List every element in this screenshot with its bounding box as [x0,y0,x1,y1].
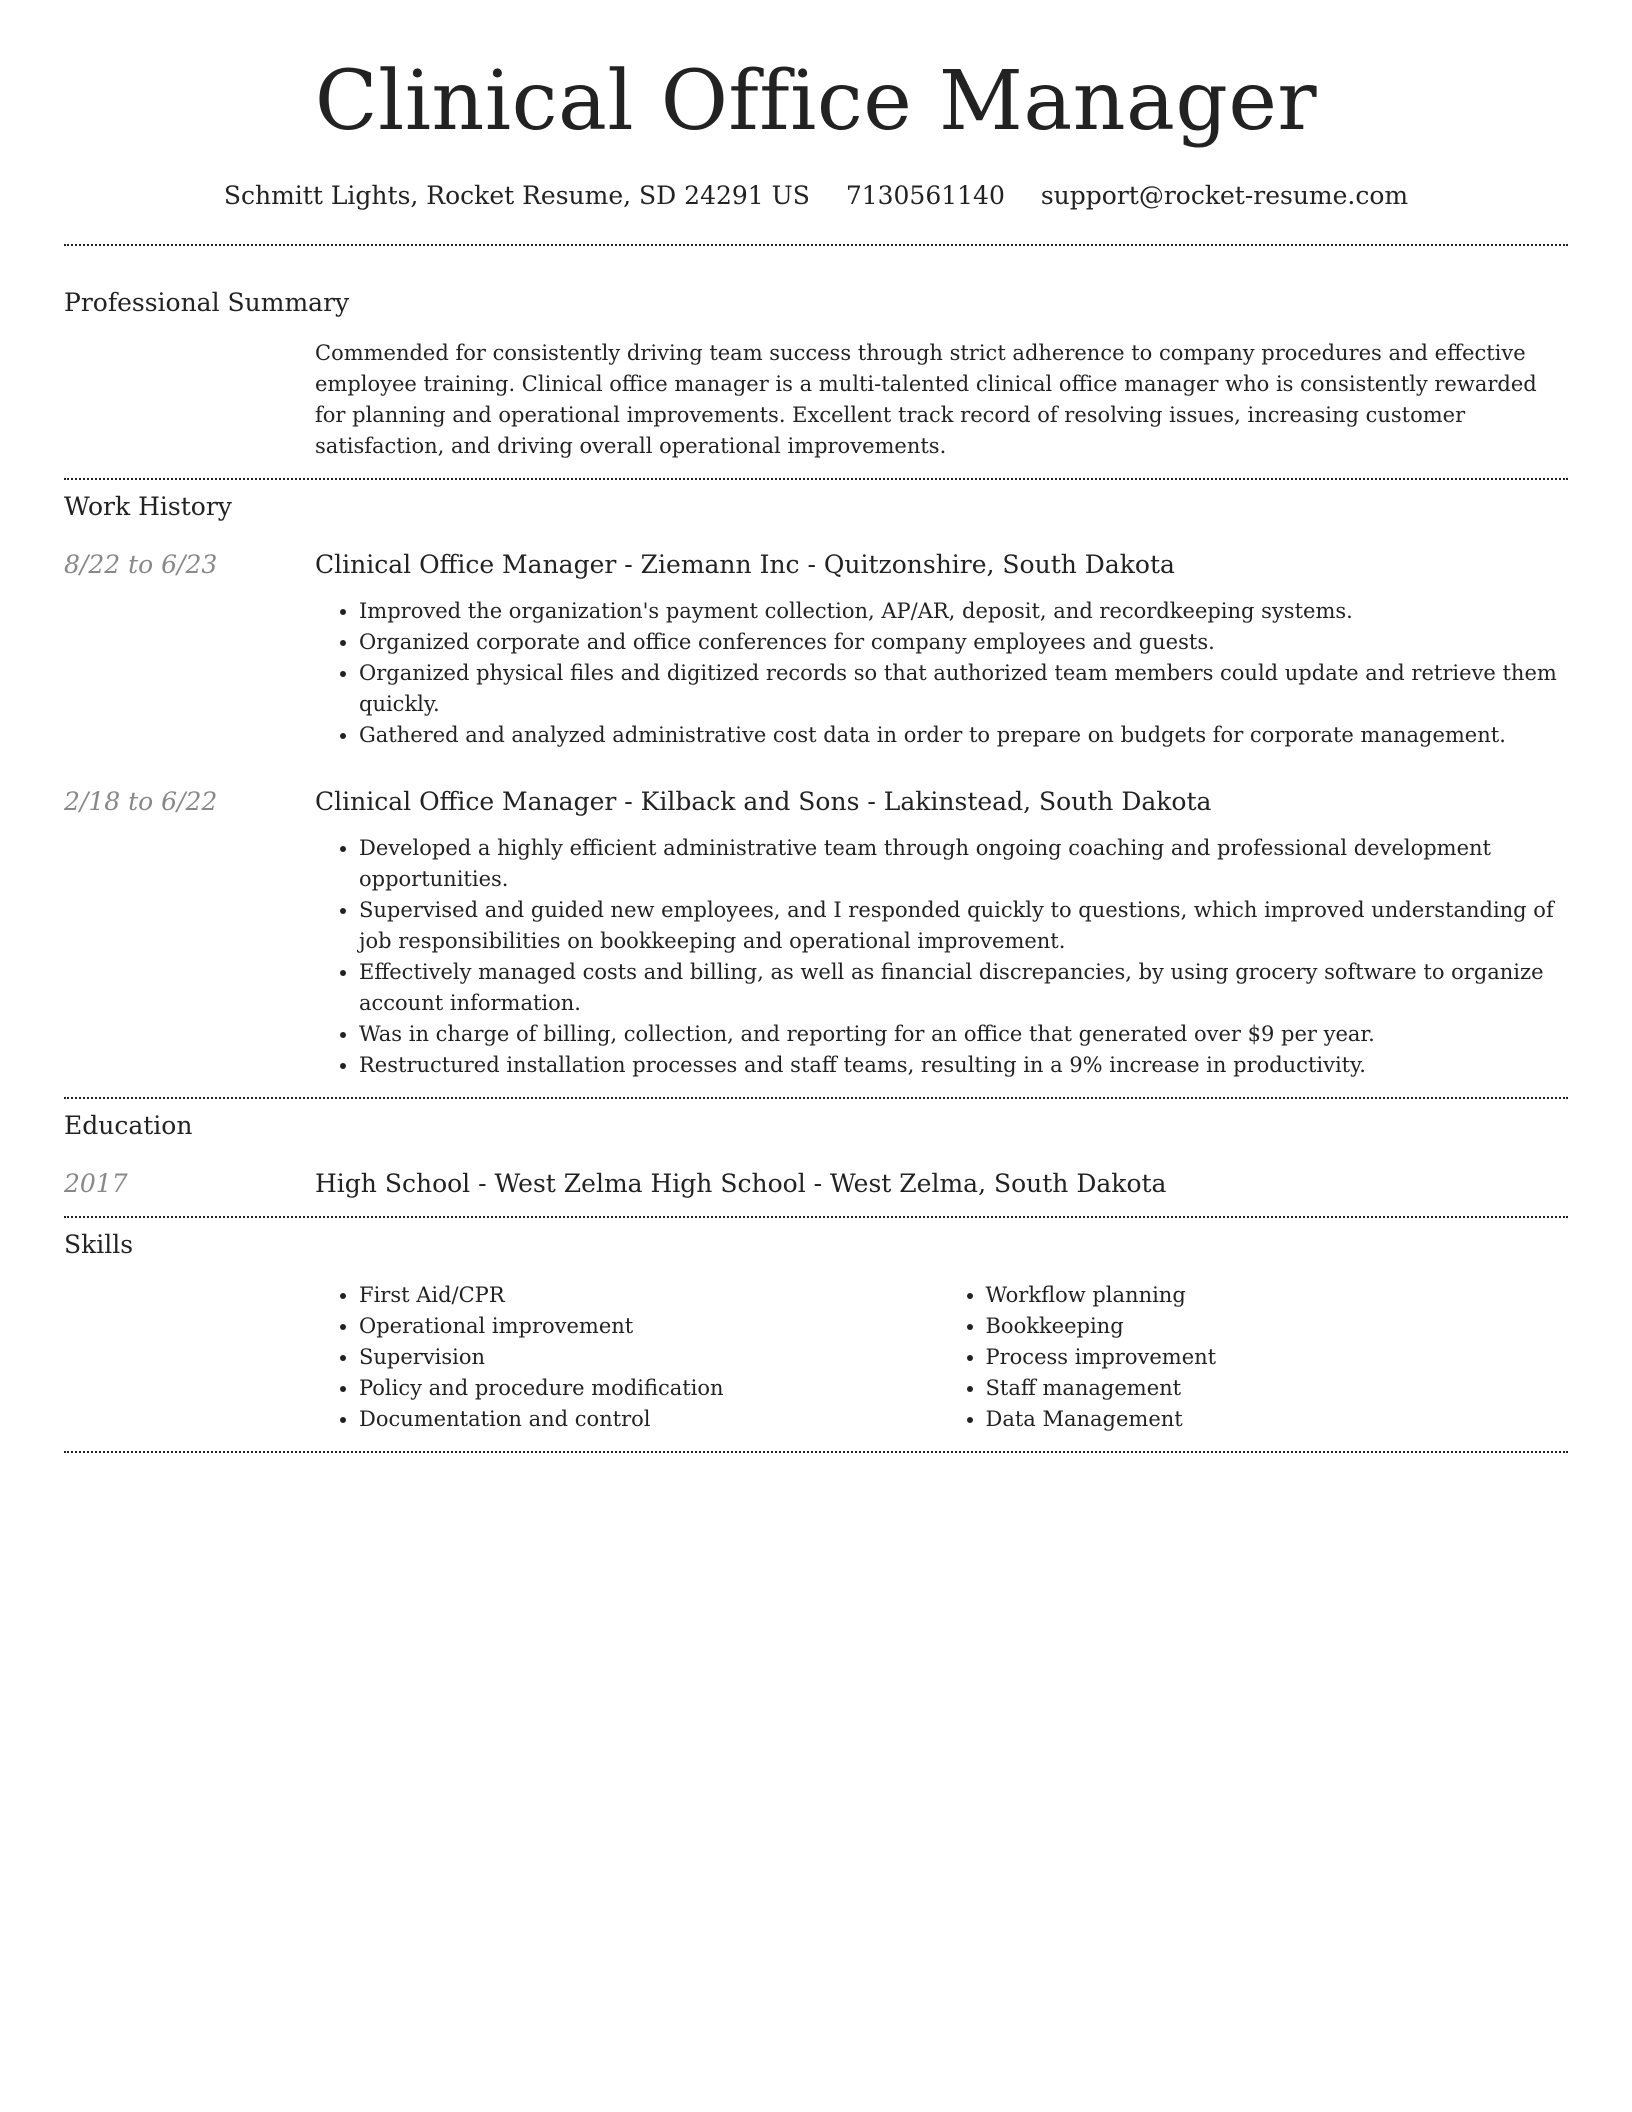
candidate-name: Clinical Office Manager [314,54,1318,149]
skill-item: • Documentation and control [359,1404,942,1435]
job-bullet: • Was in charge of billing, collection, and reporting for an office that generated over $9 per year. [359,1019,1568,1050]
skills-title: Skills [64,1230,134,1259]
job-bullet: • Supervised and guided new employees, and I responded quickly to questions, which improved understanding of job responsibilities on bookkeeping and operational improvement. [359,895,1568,957]
divider [64,1097,1568,1099]
job-bullet: • Effectively managed costs and billing, as well as financial discrepancies, by using grocery software to organize account information. [359,957,1568,1019]
job-dates: 8/22 to 6/23 [64,550,218,579]
job-dates: 2/18 to 6/22 [64,787,218,816]
skill-item: • Operational improvement [359,1311,942,1342]
education-date: 2017 [64,1169,128,1198]
job-heading: Clinical Office Manager - Ziemann Inc - Quitzonshire, South Dakota [315,550,1175,579]
skill-item: • Staff management [986,1373,1569,1404]
work-history-title: Work History [64,492,232,521]
contact-line [64,180,1568,212]
skill-item: • First Aid/CPR [359,1280,942,1311]
education-title: Education [64,1111,193,1140]
divider [64,478,1568,480]
skills-column-right [942,1280,1569,1435]
summary-title: Professional Summary [64,288,350,317]
job-entry [64,786,1568,1081]
job-heading: Clinical Office Manager - Kilback and Sons - Lakinstead, South Dakota [315,787,1212,816]
skill-item: • Supervision [359,1342,942,1373]
skills-list [315,1280,1568,1435]
contact-address: Schmitt Lights, Rocket Resume, SD 24291 US [223,181,810,210]
job-bullets [315,833,1568,1081]
job-bullet: • Organized corporate and office conferences for company employees and guests. [359,627,1568,658]
divider [64,1451,1568,1453]
job-entry [64,549,1568,751]
skill-item: • Policy and procedure modification [359,1373,942,1404]
divider [64,1216,1568,1218]
job-bullet: • Organized physical files and digitized records so that authorized team members could update and retrieve them quickly. [359,658,1568,720]
job-bullet: • Developed a highly efficient administrative team through ongoing coaching and professional development opportunities. [359,833,1568,895]
skills-column-left [315,1280,942,1435]
job-bullet: • Restructured installation processes and staff teams, resulting in a 9% increase in productivity. [359,1050,1568,1081]
skill-item: • Bookkeeping [986,1311,1569,1342]
education-heading: High School - West Zelma High School - West Zelma, South Dakota [315,1169,1167,1198]
summary-text: Commended for consistently driving team success through strict adherence to company procedures and effective employee training. Clinical office manager is a multi-talented clinical office manager who is consistently rewarded for planning and operational improvements. Excellent track record of resolving issues, increasing customer satisfaction, and driving overall operational improvements. [315,341,1537,458]
job-bullets [315,596,1568,751]
skill-item: • Data Management [986,1404,1569,1435]
job-bullet: • Improved the organization's payment collection, AP/AR, deposit, and recordkeeping systems. [359,596,1568,627]
skill-item: • Process improvement [986,1342,1569,1373]
resume-page [64,0,1568,1453]
contact-phone: 7130561140 [845,181,1005,210]
divider [64,244,1568,246]
job-bullet: • Gathered and analyzed administrative cost data in order to prepare on budgets for corporate management. [359,720,1568,751]
contact-email: support@rocket-resume.com [1040,181,1409,210]
skill-item: • Workflow planning [986,1280,1569,1311]
education-entry [64,1168,1568,1200]
